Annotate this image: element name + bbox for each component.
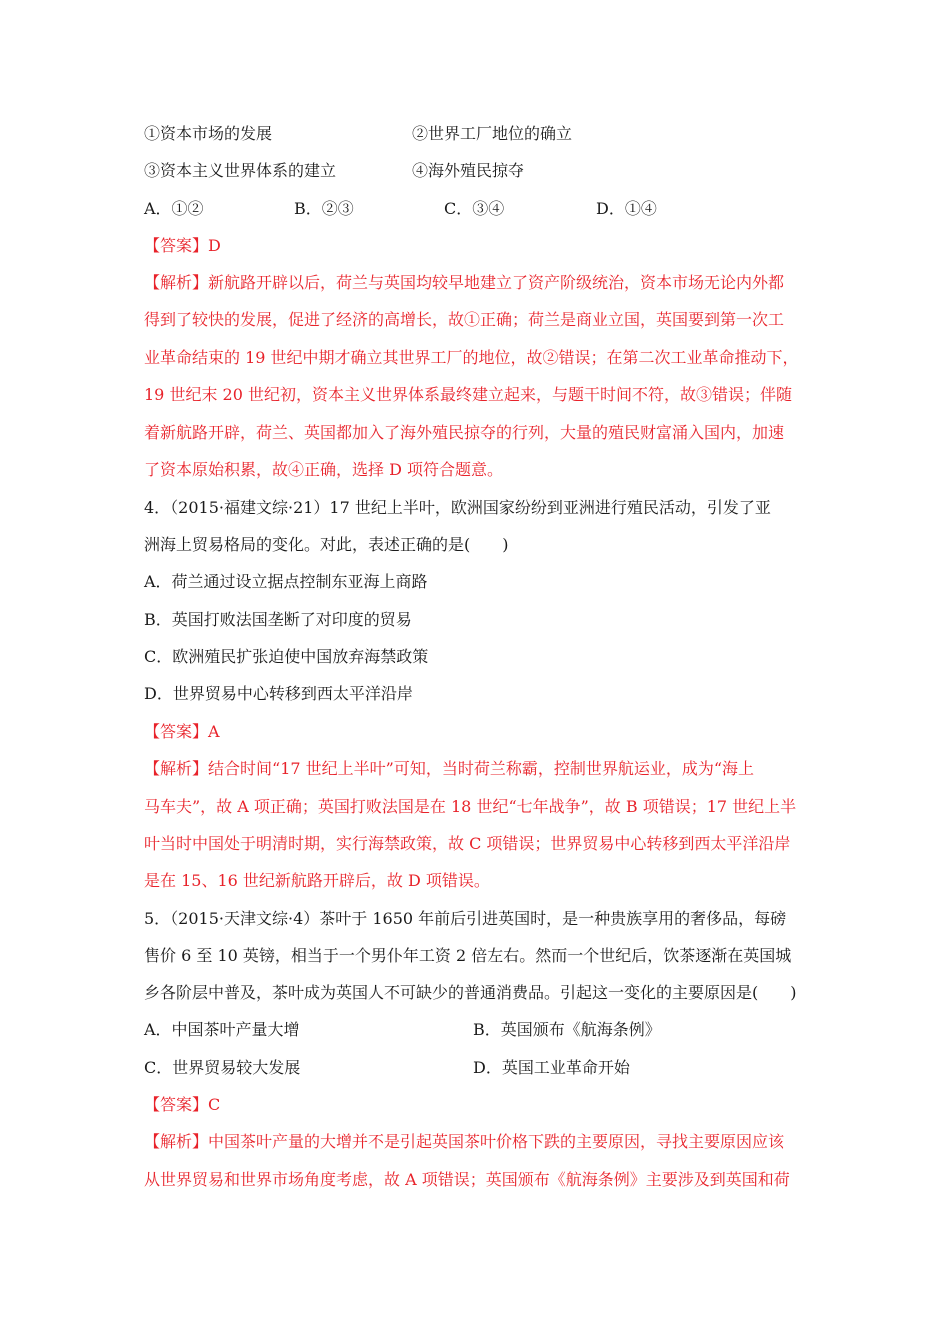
q3-analysis-line-2: 得到了较快的发展，促进了经济的高增长，故①正确；荷兰是商业立国，英国要到第一次工 bbox=[144, 310, 785, 329]
q3-item-2: ②世界工厂地位的确立 bbox=[412, 124, 573, 143]
analysis-text: 中国茶叶产量的大增并不是引起英国茶叶价格下跌的主要原因，寻找主要原因应该 bbox=[208, 1132, 785, 1151]
q5-option-c: C．世界贸易较大发展 bbox=[144, 1058, 301, 1077]
q3-answer bbox=[144, 235, 221, 257]
q4-option-b: B．英国打败法国垄断了对印度的贸易 bbox=[144, 610, 412, 629]
answer-tag: 【答案】 bbox=[144, 722, 209, 741]
q3-item-3: ③资本主义世界体系的建立 bbox=[144, 161, 337, 180]
analysis-text: 结合时间“17 世纪上半叶”可知，当时荷兰称霸，控制世界航运业，成为“海上 bbox=[208, 759, 755, 778]
q3-option-c: C．③④ bbox=[444, 199, 505, 218]
q3-analysis-line-1 bbox=[144, 272, 784, 294]
q4-analysis-line-1 bbox=[144, 758, 754, 780]
answer-value: C bbox=[208, 1095, 221, 1114]
q5-option-d: D．英国工业革命开始 bbox=[473, 1058, 630, 1077]
q3-option-b: B．②③ bbox=[294, 199, 354, 218]
q3-analysis-line-6: 了资本原始积累，故④正确，选择 D 项符合题意。 bbox=[144, 460, 504, 479]
q4-stem-line-1: 4．（2015·福建文综·21）17 世纪上半叶，欧洲国家纷纷到亚洲进行殖民活动，引发了亚 bbox=[144, 498, 771, 517]
q5-stem-line-2: 售价 6 至 10 英镑，相当于一个男仆年工资 2 倍左右。然而一个世纪后，饮茶逐渐在英国城 bbox=[144, 946, 792, 965]
q5-answer bbox=[144, 1094, 220, 1116]
q4-option-a: A．荷兰通过设立据点控制东亚海上商路 bbox=[144, 572, 428, 591]
q4-analysis-line-4: 是在 15、16 世纪新航路开辟后，故 D 项错误。 bbox=[144, 871, 490, 890]
q4-option-d: D．世界贸易中心转移到西太平洋沿岸 bbox=[144, 684, 413, 703]
q5-analysis-line-2: 从世界贸易和世界市场角度考虑，故 A 项错误；英国颁布《航海条例》主要涉及到英国和荷 bbox=[144, 1170, 790, 1189]
q5-analysis-line-1 bbox=[144, 1131, 784, 1153]
q5-stem-line-3: 乡各阶层中普及，茶叶成为英国人不可缺少的普通消费品。引起这一变化的主要原因是( ) bbox=[144, 983, 797, 1002]
q4-option-c: C．欧洲殖民扩张迫使中国放弃海禁政策 bbox=[144, 647, 429, 666]
answer-tag: 【答案】 bbox=[144, 1095, 209, 1114]
answer-value: D bbox=[208, 236, 221, 255]
q4-analysis-line-2: 马车夫”，故 A 项正确；英国打败法国是在 18 世纪“七年战争”，故 B 项错误；17 世纪上半 bbox=[144, 797, 797, 816]
q3-analysis-line-3: 业革命结束的 19 世纪中期才确立其世界工厂的地位，故②错误；在第二次工业革命推动下， bbox=[144, 348, 799, 367]
analysis-text: 新航路开辟以后，荷兰与英国均较早地建立了资产阶级统治，资本市场无论内外都 bbox=[208, 273, 785, 292]
q4-analysis-line-3: 叶当时中国处于明清时期，实行海禁政策，故 C 项错误；世界贸易中心转移到西太平洋沿岸 bbox=[144, 834, 791, 853]
q5-option-a: A．中国茶叶产量大增 bbox=[144, 1020, 300, 1039]
q3-option-d: D．①④ bbox=[596, 199, 657, 218]
answer-value: A bbox=[208, 722, 220, 741]
q3-item-4: ④海外殖民掠夺 bbox=[412, 161, 525, 180]
q4-stem-line-2: 洲海上贸易格局的变化。对此，表述正确的是( ) bbox=[144, 535, 509, 554]
q3-analysis-line-4: 19 世纪末 20 世纪初，资本主义世界体系最终建立起来，与题干时间不符，故③错误；伴随 bbox=[144, 385, 792, 404]
q3-item-1: ①资本市场的发展 bbox=[144, 124, 273, 143]
q4-answer bbox=[144, 721, 220, 743]
analysis-tag: 【解析】 bbox=[144, 273, 209, 292]
analysis-tag: 【解析】 bbox=[144, 759, 209, 778]
q3-option-a: A．①② bbox=[144, 199, 204, 218]
q5-option-b: B．英国颁布《航海条例》 bbox=[473, 1020, 661, 1039]
analysis-tag: 【解析】 bbox=[144, 1132, 209, 1151]
q5-stem-line-1: 5．（2015·天津文综·4）茶叶于 1650 年前后引进英国时，是一种贵族享用的奢侈品，每磅 bbox=[144, 909, 787, 928]
q3-analysis-line-5: 着新航路开辟，荷兰、英国都加入了海外殖民掠夺的行列，大量的殖民财富涌入国内，加速 bbox=[144, 423, 785, 442]
answer-tag: 【答案】 bbox=[144, 236, 209, 255]
